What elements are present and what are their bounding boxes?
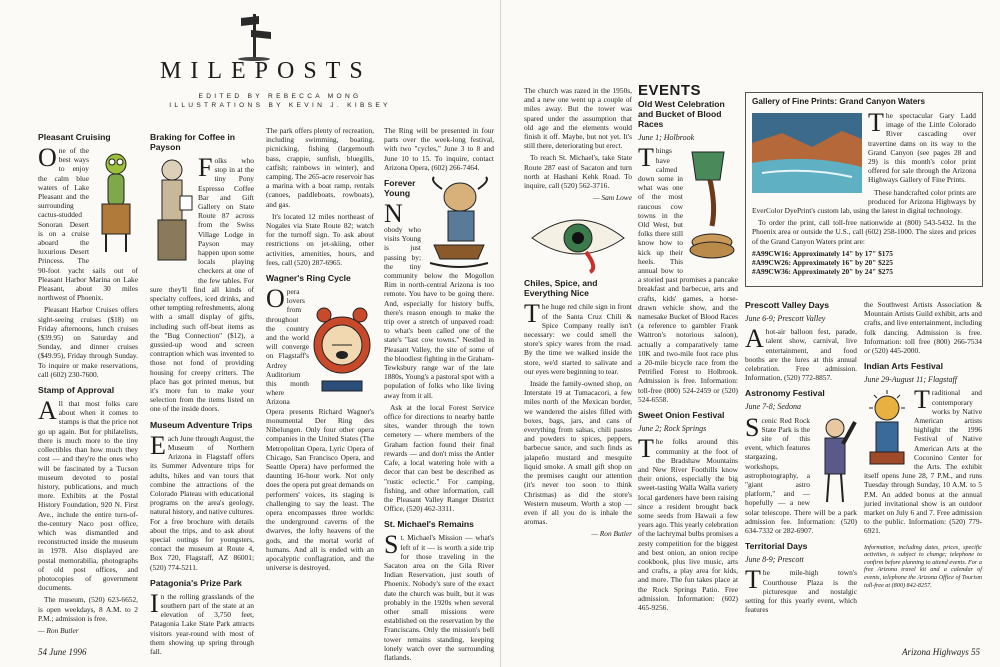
event-heading: Sweet Onion Festival: [638, 410, 725, 421]
article-heading: Patagonia's Prize Park: [150, 577, 242, 588]
byline: — Ron Butler: [38, 625, 79, 635]
event-body: Ahot-air balloon fest, parade, talent show, carnival, live entertainment, and food booths are the lures at this annual celebration. Free admission. Information, (520) 772-8857.: [745, 324, 857, 383]
article-body: In the rolling grasslands of the southern part of the state at an elevation of 3,750 feet, Patagonia Lake State Park attracts visitors year-round with most of them showing up spring through fall.: [150, 588, 254, 656]
article-body: It's located 12 miles northeast of Nogales via State Route 82; watch for the turnoff sign. To ask about restrictions on jet-skiing, other activities, amenities, hours, and fees, call (520) 287-6965.: [266, 211, 374, 267]
article-body: Opera lovers from throughout the country and the world will converge on Flagstaff's Ardrey Auditorium this month where Arizona Opera presents Richard Wagner's monumental Der Ring des Nibelungen. Only four other opera companies in the United States (The Metropolitan Opera, Lyric Opera of Chicago, San Francisco Opera, and Seattle Opera) have performed the daunting 16-hour work. Not only does the opera put great demands on performers' voices, its staging is challenging to say the least. The opera encompasses three worlds: the underground caverns of the dwarves, the lofty heavens of the gods, and the mortal world of humans. And all is ended with an apocalyptic conflagration, and the universe is destroyed.: [266, 284, 374, 573]
chile-eye-illustration: [528, 208, 628, 272]
event-heading: Astronomy Festival: [745, 388, 825, 399]
article-body: One of the best ways to enjoy the calm blue waters of Lake Pleasant and the surrounding cactus-studded Sonoran Desert is on a cruise aboard the luxurious Desert Princess. The 90-foot yacht sails out of Pleasant Harbor Marina on Lake Pleasant, about 30 miles northwest of Phoenix.: [38, 143, 138, 303]
astronomer-illustration: [813, 416, 857, 506]
gallery-box: [745, 92, 983, 287]
left-folio: 54 June 1996: [38, 647, 87, 657]
events-note: Information, including dates, prices, specific activities, is subject to change; telephone to confirm before planning to attend events. For a free Arizona travel kit and a calendar of events, telephone the Arizona Office of Tourism toll-free at (800) 842-8257.: [864, 543, 982, 589]
article-heading: Wagner's Ring Cycle: [266, 273, 351, 284]
byline: — Ron Butler: [591, 529, 632, 539]
article-body: Pleasant Harbor Cruises offers sight-seeing cruises ($18) on Friday afternoons, lunch cruises ($39.95) on Saturday and Sunday, and dinner cruises ($49.95), Friday through Sunday. To inquire or make reservations, call (602) 230-7600.: [38, 305, 138, 379]
gallery-body: To order the print, call toll-free nationwide at (800) 543-5432. In the Phoenix area or outside the U.S., call (602) 258-1000. The sizes and prices of the Grand Canyon Waters print are:: [752, 218, 976, 246]
article-body: Inside the family-owned shop, on Interstate 19 at Tumacacori, a few miles north of the Mexican border, we wandered the aisles filled with boxes, bags, jars, and cans of everything from salsas, chili pastes and powders to spices, peppers, barbecue sauce, and such finds as jalapeño mustard and mesquite liquid smoke. A small gift shop on the premises caught our attention (it's never too soon to think Christmas) as did the store's Western museum. Worth a stop — even if all you do is inhale the aromas.: [524, 379, 632, 527]
article-heading: Museum Adventure Trips: [150, 419, 253, 430]
sun-figure-illustration: [864, 388, 910, 468]
editor-credit: EDITED BY REBECCA MONG: [198, 93, 362, 100]
article-body: The huge red chile sign in front of the Santa Cruz Chili & Spice Company really isn't necessary: we could smell the store's spicy wares from the road. By the time we walked inside the store, we'd started to salivate and our eyes were beginning to tear.: [524, 299, 632, 376]
section-title: MILEPOSTS: [160, 58, 372, 84]
price-line: #A99CW26: Approximately 16" by 20" $225: [752, 258, 893, 268]
article-body: St. Michael's Mission — what's left of it — is worth a side trip for those traveling in the Sacaton area on the Gila River Indian Reservation, just south of Phoenix. Nobody's sure of the exact date the church was built, but it was probably in the 1920s when several other small missions were established on the reservation by the Franciscans. Only the mission's bell tower remains standing, keeping lonely watch over the surrounding flatlands.: [384, 530, 494, 662]
article-body: Ask at the local Forest Service office for directions to nearby battle sites, wander through the town cemetery — where members of the Graham faction found their final rewards — and don't miss the Antler Cafe, a local watering hole with a decor that can best be described as "rustic eclectic." For camping, fishing, and other information, call the Pleasant Valley Ranger District Office, (520) 462-3311.: [384, 402, 494, 514]
event-date: June 29-August 11; Flagstaff: [864, 375, 957, 385]
event-body: The folks around this community at the foot of the Bradshaw Mountains and New River Foothills know their onions, especially the big sweet-tasting Walla Walla variety local gardeners have been raising since a resident brought back some seeds from Hawaii a few years ago. This yearly celebration of the lachrymal bulbs promises a zesty competition for the biggest and best onion, an onion recipe cookbook, plus live music, arts and crafts, a play area for kids, and more. The fun takes place at the Rock Springs Patio. Free admission. Information: (602) 465-9256.: [638, 434, 738, 612]
price-line: #A99CW16: Approximately 14" by 17" $175: [752, 248, 893, 258]
event-body: The mile-high town's Courthouse Plaza is the picturesque and nostalgic setting for this yearly event, which features: [745, 565, 857, 615]
column-4: [384, 126, 494, 662]
article-body: Nobody who visits Young is just passing by; the tiny community below the Mogollon Rim in north-central Arizona is too remote. You have to be going there. And, especially for history buffs, there's reason enough to make the trip over a stretch of unpaved road: to what's been called one of the state's "last cow towns." Nestled in Pleasant Valley, the site of some of the bloodiest fighting in the Graham-Tewksbury range war of the late 1880s, Young's a pastoral spot with a population of folks who like living away from it all.: [384, 199, 494, 400]
article-body: The museum, (520) 623-6652, is open weekdays, 8 A.M. to 2 P.M.; admission is free.: [38, 595, 138, 623]
event-date: June 2; Rock Springs: [638, 424, 707, 434]
event-date: June 7-8; Sedona: [745, 402, 801, 412]
event-heading: Indian Arts Festival: [864, 361, 943, 372]
column-3: [266, 126, 374, 646]
rocking-chair-bull-illustration: [424, 175, 494, 267]
article-body: The church was razed in the 1950s, and a new one went up a couple of miles away. But the tower was spared under the assumption that old age and the elements would finish it off. Maybe, but not yet. It's still there, deteriorating but erect.: [524, 86, 632, 151]
article-body: Each June through August, the Museum of Northern Arizona in Flagstaff offers its Summer Adventure trips for adults, hikes and van tours that combine the attractions of the Colorado Plateau with educational programs on the area's geology, natural history, and native cultures. For a free brochure with details about the trips, and to ask about special outings for youngsters, contact the museum at Route 4, Box 720, Flagstaff, AZ 86001; (520) 774-5211.: [150, 430, 254, 572]
column-6: [638, 82, 738, 646]
event-date: June 6-9; Prescott Valley: [745, 314, 826, 323]
byline: — Sam Lowe: [592, 193, 632, 203]
gallery-body: These handcrafted color prints are produced for Arizona Highways by EverColor DyePrint's custom lab, using the latest in digital technology.: [752, 187, 976, 216]
column-1: [38, 126, 138, 646]
page-gutter: [500, 0, 501, 667]
event-body: Traditional and contemporary works by Native American artists highlight the 1996 Festival of Native American Arts at the Coconino Center for the Arts. The exhibit itself opens June 28, 7 P.M., and runs Tuesday through Sunday, 10 A.M. to 5 P.M. An added bonus at the annual juried invitational show is an outdoor market on July 6 and 7. Free admission to the public. Information: (520) 779-6921.: [864, 385, 982, 536]
opera-singer-clock-illustration: [312, 289, 374, 399]
column-8: [864, 300, 982, 646]
event-heading: Prescott Valley Days: [745, 300, 830, 310]
event-date: June 8-9; Prescott: [745, 555, 804, 565]
article-body: Folks who stop in at the tiny Pony Espresso Coffee Bar and Gift Gallery on State Route 87 across from the Swiss Village Lodge in Payson may happen upon some locals playing checkers at one of the few tables. For sure they'll find all kinds of specialty coffees, iced drinks, and other tempting refreshments, along with a small display of gifts, including such off-beat items as the "Bug Connection" ($12), a gussied-up wood and screen contraption which was invented to those not fond of providing housing for creepy critters. The place has got printed menus, but it's more fun to make your selection from the items listed on one of the inside doors.: [150, 153, 254, 414]
column-5: [524, 86, 632, 646]
gallery-text: [752, 108, 976, 277]
bucket-pour-illustration: [686, 146, 738, 266]
events-title: EVENTS: [638, 82, 702, 99]
event-heading: Territorial Days: [745, 541, 808, 552]
event-body: the Southwest Artists Association & Mountain Artists Guild exhibit, arts and crafts, and live entertainment, including folk dancing. Admission is free. Information: toll free (800) 266-7534 or (520) 445-2000.: [864, 300, 982, 356]
article-heading: Braking for Coffee in Payson: [150, 132, 235, 152]
illustrator-credit: ILLUSTRATIONS BY KEVIN J. KIBSEY: [169, 102, 391, 109]
milepost-sign-icon: [235, 8, 275, 65]
coffee-figure-illustration: [150, 156, 194, 276]
grand-canyon-photo: [752, 113, 862, 193]
cruising-bug-illustration: [92, 146, 138, 256]
article-heading: Stamp of Approval: [38, 385, 115, 396]
gallery-body: The spectacular Gary Ladd image of the Little Colorado River cascading over travertine dams on its way to the Grand Canyon (see pages 28 and 29) is this month's color print offered for sale through the Arizona Highways Gallery of Fine Prints.: [868, 108, 976, 185]
column-7: [745, 300, 857, 646]
article-body: To reach St. Michael's, take State Route 287 east of Sacaton and turn north at Hashani Kehk Road. To inquire, call (520) 562-3716.: [524, 153, 632, 191]
article-heading: Pleasant Cruising: [38, 132, 111, 142]
article-heading: Forever Young: [384, 178, 416, 199]
article-body: The park offers plenty of recreation, including swimming, boating, picnicking, fishing (largemouth bass, crappie, sunfish, bluegills, catfish; rainbows in winter), and camping. The 265-acre reservoir has a marina with a boat ramp, rentals (canoes, paddleboats, rowboats), and gas.: [266, 126, 375, 209]
article-heading: Chiles, Spice, and Everything Nice: [524, 278, 598, 299]
gallery-heading: Gallery of Fine Prints: Grand Canyon Waters: [752, 97, 926, 106]
event-date: June 1; Holbrook: [638, 133, 695, 143]
article-heading: St. Michael's Remains: [384, 519, 474, 530]
event-body: Scenic Red Rock State Park is the site of this event, which features stargazing, workshops, astrophotography, a "giant astro platform," and — hopefully — a new solar telescope. There will be a park admission fee. Information: (520) 634-7332 or 282-6907.: [745, 412, 857, 536]
event-body: Things have calmed down some in what was one of the most raucous cow towns in the Old West, but folks there still know how to kick up their heels. This annual bow to a storied past promises a pancake breakfast and barbecue, arts and crafts, kids' games, a horse-drawn vehicle show, and the namesake Bucket of Blood Races (a reference to gambler Frank Wattron's notorious saloon), actually a comparatively tame 10K and two-mile foot race plus a 20-mile bicycle race from the Petrified Forest to Holbrook. Admission is free. Information: toll-free (800) 524-2459 or (520) 524-6558.: [638, 143, 738, 404]
column-2: [150, 126, 254, 656]
article-body: All that most folks care about when it comes to stamps is that the price not go up again. But for philatelists, there is much more to the tiny collectibles than how much they cost — and they're the ones who will be fascinated by a Tucson museum devoted to postal history, publications, and much more. Exhibits at the Postal History Foundation, 920 N. First Ave., include the entire turn-of-the-century Naco post office, which was dismantled and reconstructed inside the museum in 1978. Also displayed are postal memorabilia, photographs of old post offices, and photocopies of government documents.: [38, 396, 138, 593]
event-heading: Old West Celebration and Bucket of Blood Races: [638, 99, 725, 130]
article-body: The Ring will be presented in four parts over the week-long festival, with two "cycles," June 3 to 8 and June 10 to 15. To inquire, contact Arizona Opera, (602) 266-7464.: [384, 126, 494, 172]
credits: [100, 92, 460, 110]
right-folio: Arizona Highways 55: [901, 647, 980, 657]
price-line: #A99CW36: Approximately 20" by 24" $275: [752, 267, 893, 277]
